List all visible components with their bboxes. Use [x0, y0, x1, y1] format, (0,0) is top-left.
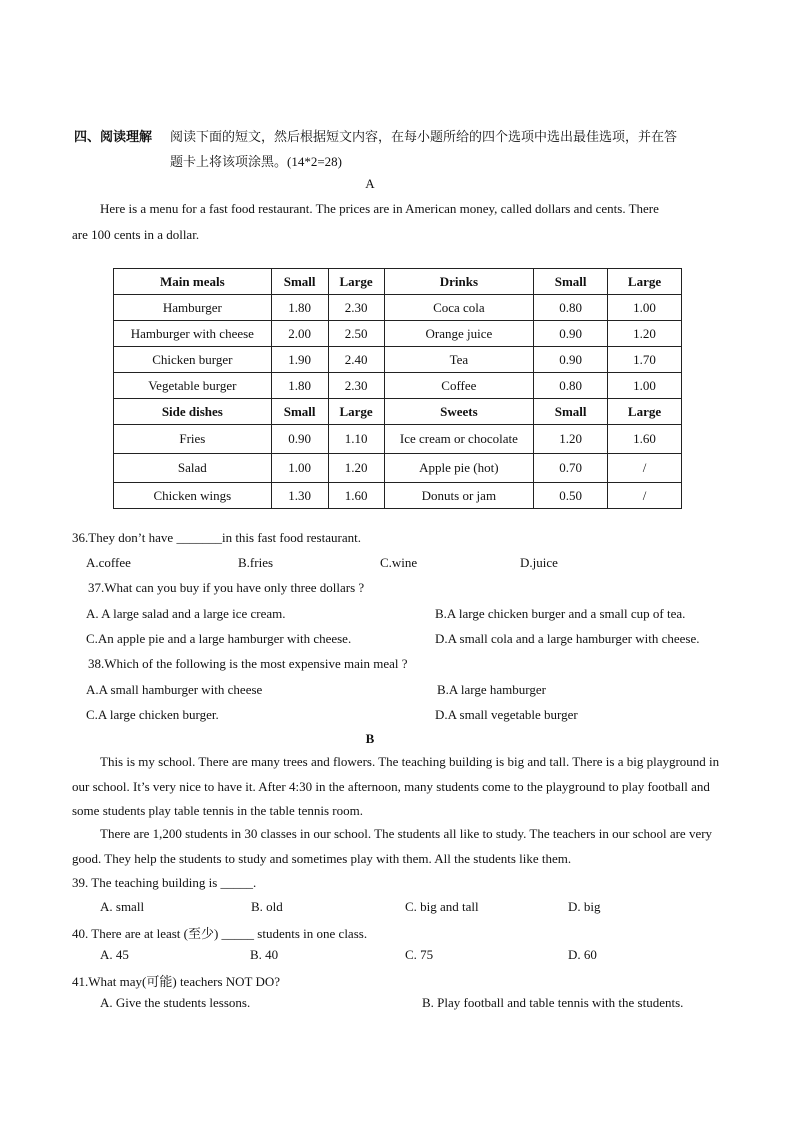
question-41-option-a[interactable]: A. Give the students lessons. — [100, 995, 251, 1010]
table-header-cell: Large — [328, 269, 384, 295]
question-39-stem: 39. The teaching building is _____. — [72, 875, 257, 890]
table-row — [114, 295, 682, 321]
table-cell: 1.20 — [608, 321, 682, 347]
table-header-cell: Small — [271, 399, 328, 425]
question-41-stem: 41.What may(可能) teachers NOT DO? — [72, 974, 281, 989]
question-39-option-d[interactable]: D. big — [568, 899, 601, 914]
menu-table — [113, 268, 682, 509]
table-cell: Ice cream or chocolate — [384, 425, 534, 454]
table-cell: Coffee — [384, 373, 534, 399]
table-cell: 0.90 — [271, 425, 328, 454]
table-cell: 2.30 — [328, 295, 384, 321]
question-36-option-b[interactable]: B.fries — [238, 555, 274, 570]
table-header-row — [114, 399, 682, 425]
table-row — [114, 347, 682, 373]
table-cell: Apple pie (hot) — [384, 454, 534, 483]
table-cell: 1.30 — [271, 483, 328, 509]
table-cell: 2.50 — [328, 321, 384, 347]
table-row — [114, 425, 682, 454]
table-cell: 1.10 — [328, 425, 384, 454]
question-40-stem: 40. There are at least (至少) _____ students in one class. — [72, 926, 368, 941]
table-cell: 1.20 — [534, 425, 608, 454]
table-cell: 0.70 — [534, 454, 608, 483]
table-cell: / — [608, 483, 682, 509]
table-cell: 1.20 — [328, 454, 384, 483]
table-cell: 1.60 — [608, 425, 682, 454]
table-header-cell: Side dishes — [114, 399, 272, 425]
table-cell: 1.60 — [328, 483, 384, 509]
table-row — [114, 321, 682, 347]
question-37-option-c[interactable]: C.An apple pie and a large hamburger with cheese. — [86, 631, 352, 646]
table-cell: 0.90 — [534, 347, 608, 373]
passage-a-intro-line1: Here is a menu for a fast food restaurant. The prices are in American money, called dollars and cents. There — [100, 201, 659, 216]
table-header-cell: Small — [534, 269, 608, 295]
table-cell: Salad — [114, 454, 272, 483]
section-instructions-line1: 阅读下面的短文，然后根据短文内容，在每小题所给的四个选项中选出最佳选项，并在答 — [170, 129, 678, 144]
passage-a-intro-line2: are 100 cents in a dollar. — [72, 227, 200, 242]
question-37-stem: 37.What can you buy if you have only three dollars ? — [88, 580, 365, 595]
question-36-stem: 36.They don’t have _______in this fast food restaurant. — [72, 530, 361, 545]
question-41-option-b[interactable]: B. Play football and table tennis with the students. — [422, 995, 684, 1010]
table-cell: / — [608, 454, 682, 483]
table-cell: 1.90 — [271, 347, 328, 373]
table-row — [114, 373, 682, 399]
table-cell: Chicken wings — [114, 483, 272, 509]
passage-b-label: B — [365, 731, 375, 746]
table-cell: 2.40 — [328, 347, 384, 373]
question-39-option-c[interactable]: C. big and tall — [405, 899, 479, 914]
table-cell: Hamburger with cheese — [114, 321, 272, 347]
table-cell: 2.00 — [271, 321, 328, 347]
table-cell: 0.50 — [534, 483, 608, 509]
table-cell: Tea — [384, 347, 534, 373]
question-37-option-d[interactable]: D.A small cola and a large hamburger with cheese. — [435, 631, 700, 646]
table-header-row — [114, 269, 682, 295]
question-39-option-b[interactable]: B. old — [251, 899, 283, 914]
question-38-stem: 38.Which of the following is the most expensive main meal ? — [88, 656, 408, 671]
question-40-option-d[interactable]: D. 60 — [568, 947, 597, 962]
table-cell: Coca cola — [384, 295, 534, 321]
passage-b-paragraph-1: This is my school. There are many trees and flowers. The teaching building is big and tall. There is a big playground in our school. It’s very nice to have it. After 4:30 in the afternoon, many students come to the playground to play football and some students play table tennis in the table tennis room. — [72, 754, 720, 818]
table-header-cell: Small — [271, 269, 328, 295]
table-cell: Donuts or jam — [384, 483, 534, 509]
question-39-option-a[interactable]: A. small — [100, 899, 145, 914]
table-header-cell: Main meals — [114, 269, 272, 295]
question-36-option-c[interactable]: C.wine — [380, 555, 418, 570]
section-instructions-line2: 题卡上将该项涂黑。(14*2=28) — [170, 154, 342, 169]
table-cell: 1.70 — [608, 347, 682, 373]
table-header-cell: Large — [328, 399, 384, 425]
table-cell: Chicken burger — [114, 347, 272, 373]
question-38-option-b[interactable]: B.A large hamburger — [437, 682, 546, 697]
question-37-option-b[interactable]: B.A large chicken burger and a small cup of tea. — [435, 606, 686, 621]
question-38-option-c[interactable]: C.A large chicken burger. — [86, 707, 219, 722]
table-cell: Hamburger — [114, 295, 272, 321]
table-cell: 1.00 — [608, 373, 682, 399]
table-header-cell: Drinks — [384, 269, 534, 295]
table-cell: 0.80 — [534, 295, 608, 321]
table-cell: 0.90 — [534, 321, 608, 347]
table-cell: 1.00 — [608, 295, 682, 321]
question-40-option-c[interactable]: C. 75 — [405, 947, 434, 962]
table-cell: 0.80 — [534, 373, 608, 399]
question-40-option-a[interactable]: A. 45 — [100, 947, 129, 962]
table-cell: Fries — [114, 425, 272, 454]
table-cell: 2.30 — [328, 373, 384, 399]
question-38-option-d[interactable]: D.A small vegetable burger — [435, 707, 578, 722]
passage-b-paragraph-2: There are 1,200 students in 30 classes in our school. The students all like to study. The teachers in our school are very good. They help the students to study and sometimes play with them. All the students like them. — [72, 826, 713, 866]
question-40-option-b[interactable]: B. 40 — [250, 947, 279, 962]
table-cell: Orange juice — [384, 321, 534, 347]
table-header-cell: Small — [534, 399, 608, 425]
table-header-cell: Large — [608, 399, 682, 425]
passage-a-label: A — [365, 176, 375, 191]
table-cell: 1.00 — [271, 454, 328, 483]
section-heading: 四、阅读理解 — [74, 129, 153, 144]
table-row — [114, 454, 682, 483]
table-header-cell: Sweets — [384, 399, 534, 425]
question-37-option-a[interactable]: A. A large salad and a large ice cream. — [86, 606, 286, 621]
table-header-cell: Large — [608, 269, 682, 295]
question-36-option-d[interactable]: D.juice — [520, 555, 558, 570]
table-cell: 1.80 — [271, 295, 328, 321]
table-cell: 1.80 — [271, 373, 328, 399]
question-38-option-a[interactable]: A.A small hamburger with cheese — [86, 682, 263, 697]
table-cell: Vegetable burger — [114, 373, 272, 399]
question-36-option-a[interactable]: A.coffee — [86, 555, 131, 570]
table-row — [114, 483, 682, 509]
